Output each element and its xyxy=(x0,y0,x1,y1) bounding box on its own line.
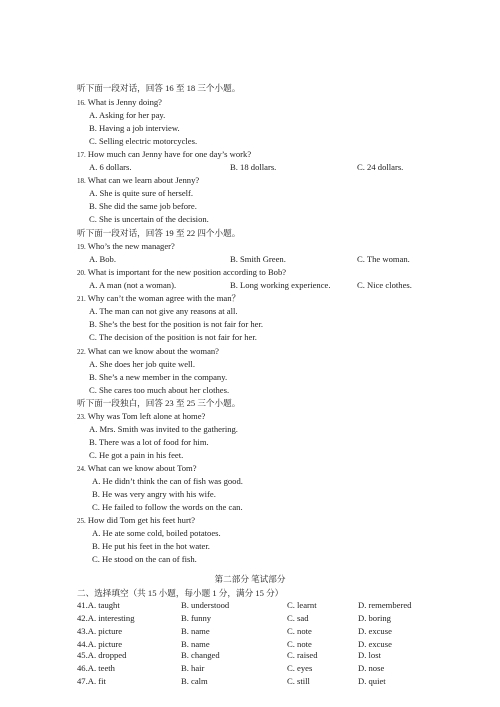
row-number: 42. xyxy=(77,613,88,623)
question-text: What can we learn about Jenny? xyxy=(87,175,200,185)
option-a: A. picture xyxy=(87,626,123,636)
option-c: C. eyes xyxy=(287,663,313,673)
option-d: D. lost xyxy=(358,650,381,660)
option-22-b: B. She’s a new member in the company. xyxy=(89,372,228,382)
option-25-c: C. He stood on the can of fish. xyxy=(92,554,197,564)
option-16-a: A. Asking for her pay. xyxy=(89,110,166,120)
option-19-a: A. Bob. xyxy=(89,254,116,264)
option-c: C. sad xyxy=(287,613,309,623)
section2-title: 二、选择填空（共 15 小题，每小题 1 分，满分 15 分） xyxy=(77,588,284,598)
question-21 xyxy=(77,293,240,305)
option-23-b: B. There was a lot of food for him. xyxy=(89,437,209,447)
question-number: 21. xyxy=(77,295,86,303)
question-18 xyxy=(77,175,199,187)
row-number: 44. xyxy=(77,639,88,649)
question-25 xyxy=(77,515,195,527)
part2-title: 第二部分 笔试部分 xyxy=(214,574,286,584)
question-23 xyxy=(77,411,205,423)
option-d: D. boring xyxy=(358,613,391,623)
option-22-a: A. She does her job quite well. xyxy=(89,359,195,369)
question-text: What can we know about the woman? xyxy=(87,346,219,356)
row-number: 45. xyxy=(77,650,88,660)
question-number: 16. xyxy=(77,99,86,107)
option-24-b: B. He was very angry with his wife. xyxy=(92,489,216,499)
option-16-c: C. Selling electric motorcycles. xyxy=(89,136,198,146)
question-number: 24. xyxy=(77,465,86,473)
option-21-c: C. The decision of the position is not fair for her. xyxy=(89,332,257,342)
section-intro-23-25: 听下面一段独白，回答 23 至 25 三个小题。 xyxy=(77,398,241,408)
option-18-c: C. She is uncertain of the decision. xyxy=(89,214,209,224)
option-24-a: A. He didn’t think the can of fish was good. xyxy=(92,476,243,486)
option-25-a: A. He ate some cold, boiled potatoes. xyxy=(92,528,221,538)
question-number: 19. xyxy=(77,243,86,251)
option-a: A. interesting xyxy=(87,613,135,623)
option-17-a: A. 6 dollars. xyxy=(89,162,132,172)
question-text: How did Tom get his feet hurt? xyxy=(87,515,196,525)
section-intro-19-22: 听下面一段对话，回答 19 至 22 四个小题。 xyxy=(77,228,241,238)
option-b: B. understood xyxy=(181,600,230,610)
option-b: B. calm xyxy=(181,676,208,686)
question-text: How much can Jenny have for one day’s work? xyxy=(87,149,252,159)
option-23-c: C. He got a pain in his feet. xyxy=(89,450,184,460)
option-a: A. dropped xyxy=(87,650,127,660)
option-a: A. fit xyxy=(87,676,106,686)
question-number: 25. xyxy=(77,517,86,525)
option-24-c: C. He failed to follow the words on the can. xyxy=(92,502,243,512)
question-text: Why was Tom left alone at home? xyxy=(87,411,206,421)
option-18-a: A. She is quite sure of herself. xyxy=(89,188,194,198)
option-20-c: C. Nice clothes. xyxy=(357,280,412,290)
question-text: Who’s the new manager? xyxy=(87,241,175,251)
option-a: A. teeth xyxy=(87,663,115,673)
row-number: 47. xyxy=(77,676,88,686)
option-d: D. nose xyxy=(358,663,385,673)
option-d: D. excuse xyxy=(358,639,392,649)
question-number: 22. xyxy=(77,348,86,356)
option-d: D. excuse xyxy=(358,626,392,636)
question-number: 23. xyxy=(77,413,86,421)
section-intro-16-18: 听下面一段对话，回答 16 至 18 三个小题。 xyxy=(77,83,241,93)
question-24 xyxy=(77,463,197,475)
question-text: What is Jenny doing? xyxy=(87,97,162,107)
option-d: D. quiet xyxy=(358,676,386,686)
row-number: 46. xyxy=(77,663,88,673)
option-23-a: A. Mrs. Smith was invited to the gathering. xyxy=(89,424,238,434)
question-22 xyxy=(77,346,219,358)
option-c: C. note xyxy=(287,639,312,649)
row-number: 43. xyxy=(77,626,88,636)
question-19 xyxy=(77,241,175,253)
option-b: B. changed xyxy=(181,650,220,660)
question-text: What can we know about Tom? xyxy=(87,463,197,473)
option-22-c: C. She cares too much about her clothes. xyxy=(89,385,230,395)
option-20-b: B. Long working experience. xyxy=(230,280,331,290)
question-20 xyxy=(77,267,286,279)
option-b: B. hair xyxy=(181,663,205,673)
option-b: B. name xyxy=(181,626,210,636)
question-text: Why can’t the woman agree with the man？ xyxy=(87,293,241,303)
question-number: 18. xyxy=(77,177,86,185)
option-c: C. still xyxy=(287,676,310,686)
option-c: C. raised xyxy=(287,650,318,660)
option-d: D. remembered xyxy=(358,600,412,610)
option-a: A. picture xyxy=(87,639,123,649)
option-c: C. learnt xyxy=(287,600,317,610)
question-number: 17. xyxy=(77,151,86,159)
option-19-c: C. The woman. xyxy=(357,254,410,264)
option-c: C. note xyxy=(287,626,312,636)
question-17 xyxy=(77,149,251,161)
option-16-b: B. Having a job interview. xyxy=(89,123,180,133)
option-a: A. taught xyxy=(87,600,120,610)
option-25-b: B. He put his feet in the hot water. xyxy=(92,541,210,551)
option-18-b: B. She did the same job before. xyxy=(89,201,197,211)
option-20-a: A. A man (not a woman). xyxy=(89,280,177,290)
row-number: 41. xyxy=(77,600,88,610)
question-number: 20. xyxy=(77,269,86,277)
question-text: What is important for the new position according to Bob? xyxy=(87,267,287,277)
option-17-c: C. 24 dollars. xyxy=(357,162,404,172)
option-b: B. funny xyxy=(181,613,212,623)
option-21-a: A. The man can not give any reasons at all. xyxy=(89,306,238,316)
option-b: B. name xyxy=(181,639,210,649)
option-19-b: B. Smith Green. xyxy=(230,254,286,264)
option-21-b: B. She’s the best for the position is not fair for her. xyxy=(89,319,263,329)
question-16 xyxy=(77,97,162,109)
option-17-b: B. 18 dollars. xyxy=(230,162,277,172)
